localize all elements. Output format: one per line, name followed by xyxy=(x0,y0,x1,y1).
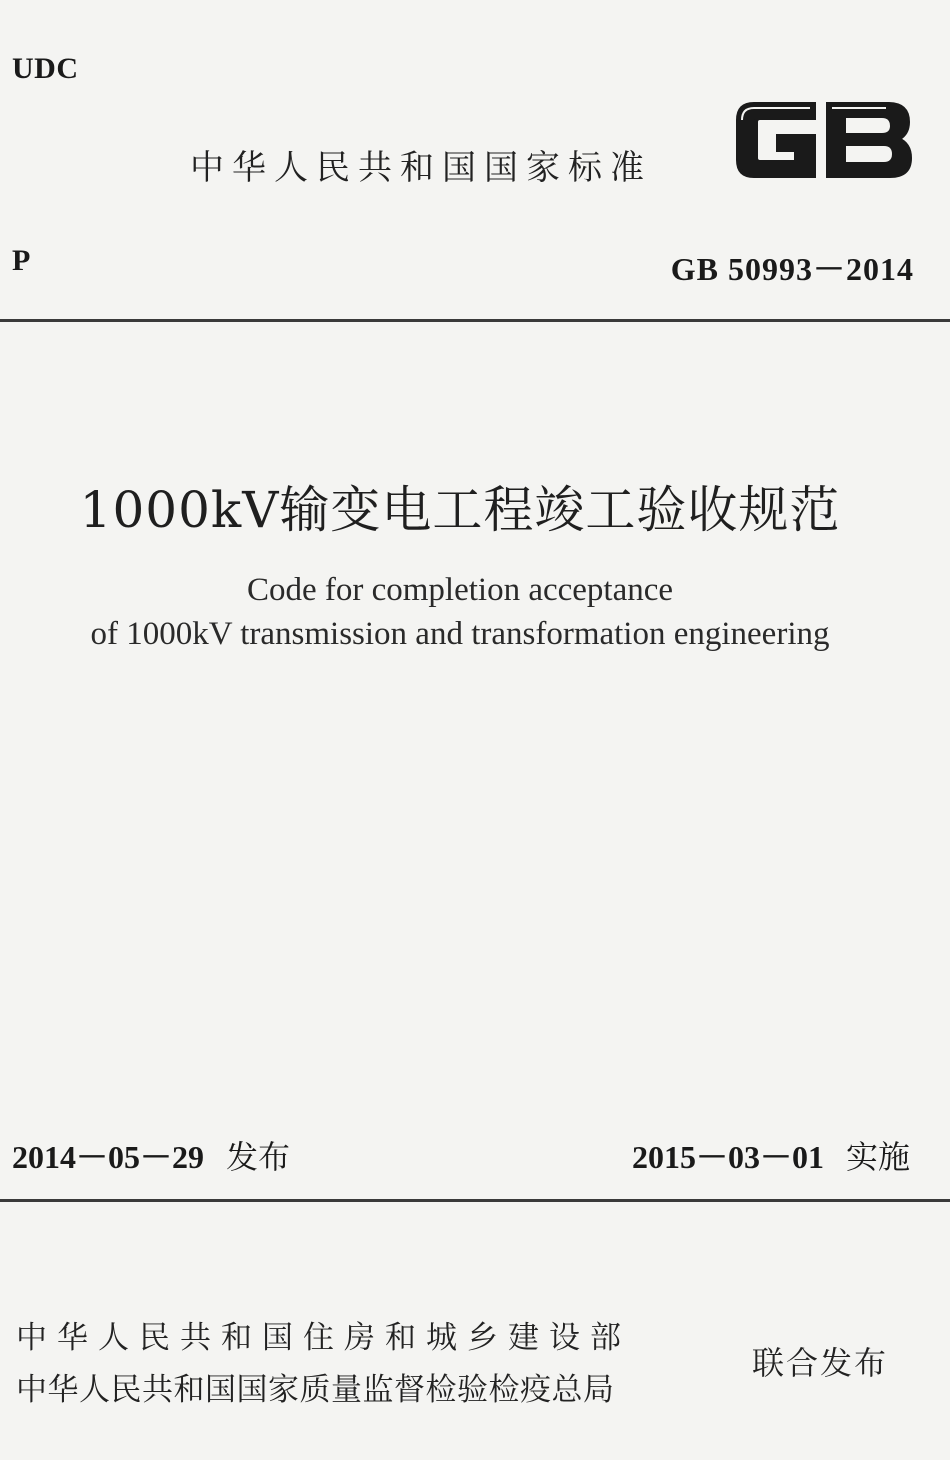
classification-code: P xyxy=(12,244,31,277)
joint-issue-label: 联合发布 xyxy=(752,1344,889,1382)
issue-date: 2014－05－29 xyxy=(12,1139,205,1175)
title-chinese: 1000kV输变电工程竣工验收规范 xyxy=(79,481,841,539)
title-english-line1: Code for completion acceptance xyxy=(246,572,674,608)
implement-date-row xyxy=(632,1132,910,1178)
bottom-divider xyxy=(0,1199,950,1202)
national-standard-heading: 中华人民共和国国家标准 xyxy=(190,148,652,188)
implement-label: 实施 xyxy=(845,1138,910,1176)
gb-logo xyxy=(732,90,916,190)
issue-date-row xyxy=(12,1132,290,1178)
title-english-line2: of 1000kV transmission and transformation engineering xyxy=(90,616,830,652)
top-divider xyxy=(0,319,950,322)
issuer-line-1: 中华人民共和国住房和城乡建设部 xyxy=(16,1320,631,1356)
implement-date: 2015－03－01 xyxy=(631,1139,824,1175)
issue-label: 发布 xyxy=(226,1138,291,1176)
standard-number: GB 50993－2014 xyxy=(670,251,914,287)
udc-label: UDC xyxy=(12,52,79,85)
gb-logo-text: GB xyxy=(732,90,734,91)
issuer-line-2: 中华人民共和国国家质量监督检验检疫总局 xyxy=(16,1372,615,1408)
